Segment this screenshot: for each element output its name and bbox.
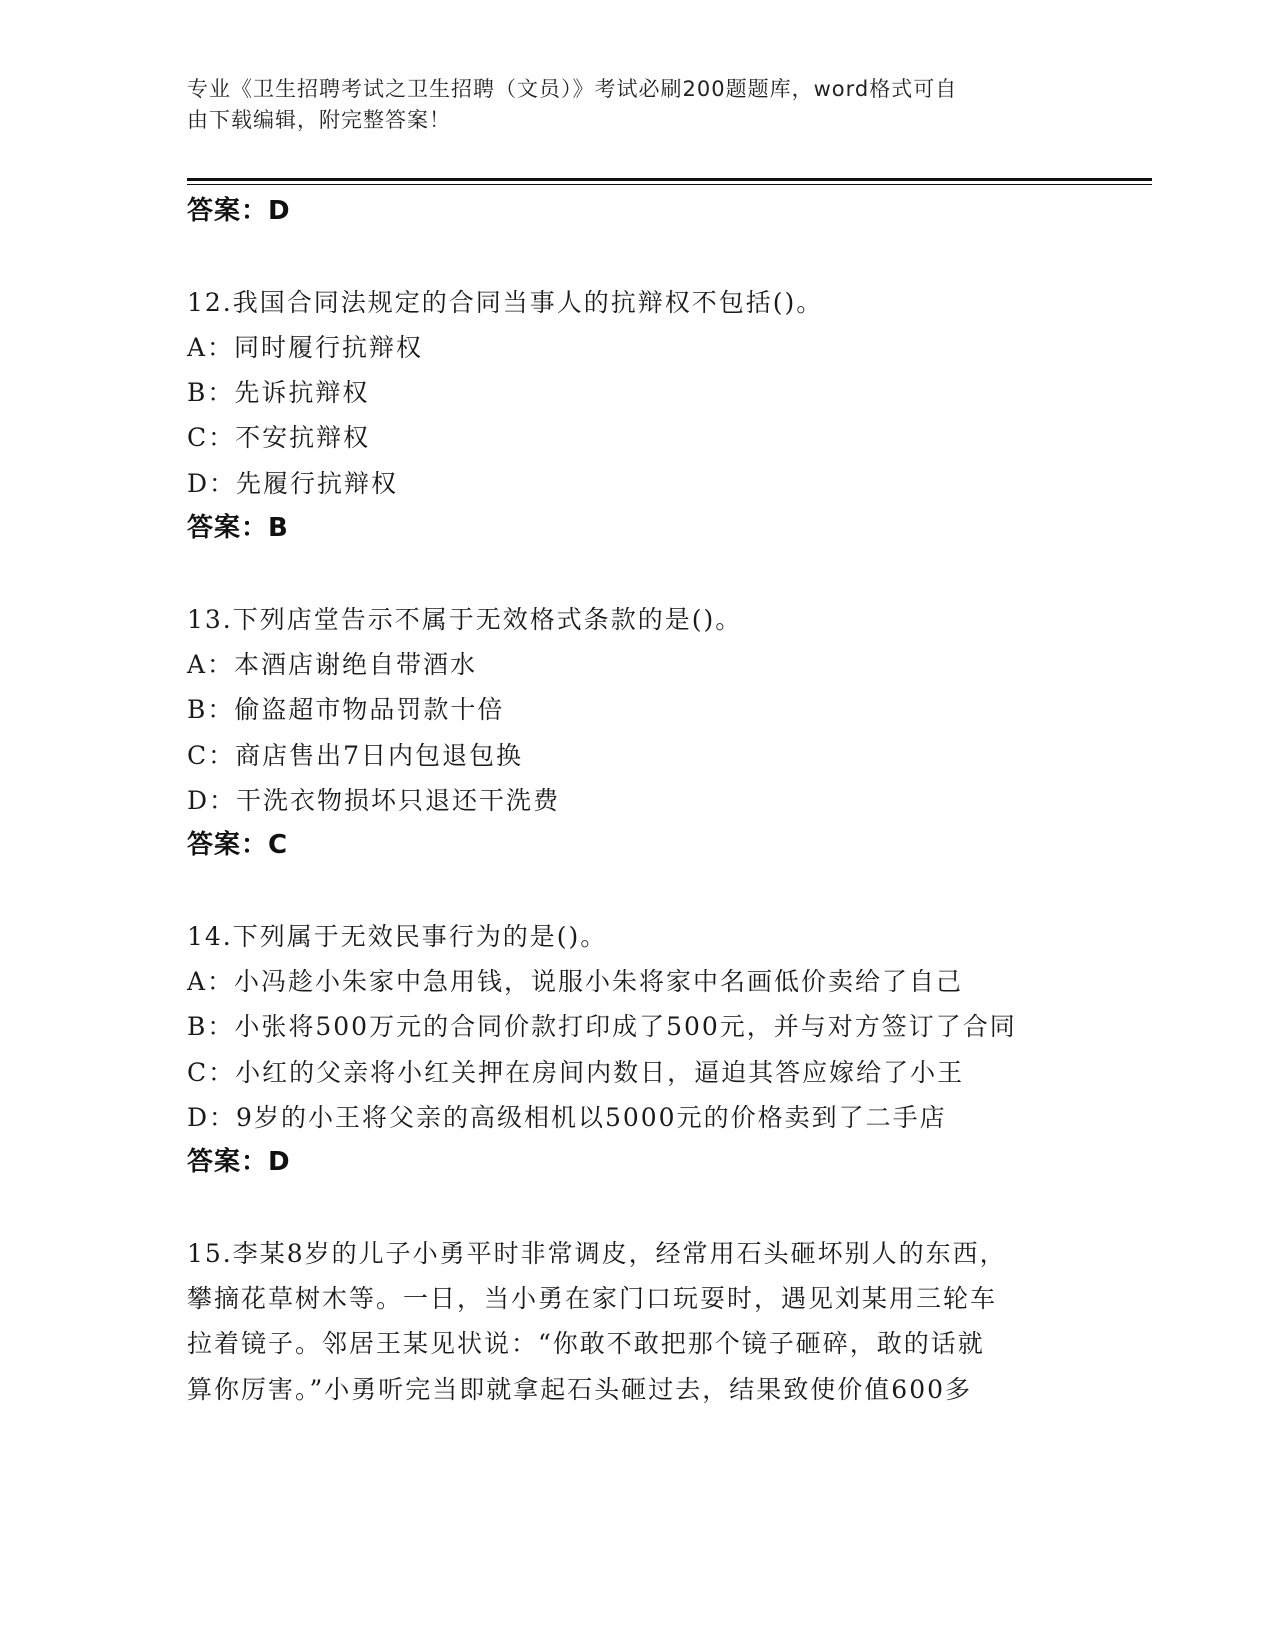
option-d: D：干洗衣物损坏只退还干洗费 (187, 785, 561, 815)
question-stem: 14.下列属于无效民事行为的是()。 (187, 921, 608, 951)
question-stem: 13.下列店堂告示不属于无效格式条款的是()。 (187, 604, 743, 634)
spacer (187, 234, 1067, 279)
question-stem-line-2: 攀摘花草树木等。一日，当小勇在家门口玩耍时，遇见刘某用三轮车 (187, 1284, 998, 1314)
option-b: B：小张将500万元的合同价款打印成了500元，并与对方签订了合同 (187, 1012, 1017, 1042)
option-c: C：小红的父亲将小红关押在房间内数日，逼迫其答应嫁给了小王 (187, 1057, 965, 1087)
spacer (187, 868, 1067, 913)
option-c: C：不安抗辩权 (187, 423, 371, 453)
answer-line: 答案：B (187, 513, 289, 544)
question-block-14 (187, 914, 1067, 1186)
option-d: D：先履行抗辩权 (187, 468, 399, 498)
question-stem-line-1: 15.李某8岁的儿子小勇平时非常调皮，经常用石头砸坏别人的东西， (187, 1238, 1007, 1268)
answer-line: 答案：C (187, 830, 289, 861)
question-stem: 12.我国合同法规定的合同当事人的抗辩权不包括()。 (187, 287, 824, 317)
question-stem-line-3: 拉着镜子。邻居王某见状说：“你敢不敢把那个镜子砸碎，敢的话就 (187, 1329, 985, 1359)
option-a: A：本酒店谢绝自带酒水 (187, 649, 478, 679)
question-stem-line-4: 算你厉害。”小勇听完当即就拿起石头砸过去，结果致使价值600多 (187, 1374, 973, 1404)
document-header (187, 74, 1067, 136)
header-line-1: 专业《卫生招聘考试之卫生招聘（文员）》考试必刷200题题库，word格式可自 (187, 77, 958, 101)
document-body (187, 189, 1067, 1412)
option-a: A：小冯趁小朱家中急用钱，说服小朱将家中名画低价卖给了自己 (187, 967, 964, 997)
question-block-12 (187, 280, 1067, 552)
option-d: D：9岁的小王将父亲的高级相机以5000元的价格卖到了二手店 (187, 1102, 947, 1132)
option-c: C：商店售出7日内包退包换 (187, 740, 524, 770)
header-divider-thin (187, 184, 1152, 185)
answer-line: 答案：D (187, 1147, 291, 1178)
question-block-13 (187, 597, 1067, 869)
answer-line: 答案：D (187, 196, 291, 226)
option-b: B：偷盗超市物品罚款十倍 (187, 695, 505, 725)
option-b: B：先诉抗辩权 (187, 378, 370, 408)
option-a: A：同时履行抗辩权 (187, 332, 424, 362)
spacer (187, 551, 1067, 596)
header-divider-thick (187, 178, 1152, 181)
header-line-2: 由下载编辑，附完整答案！ (187, 108, 451, 132)
question-block-15 (187, 1231, 1067, 1412)
spacer (187, 1186, 1067, 1231)
